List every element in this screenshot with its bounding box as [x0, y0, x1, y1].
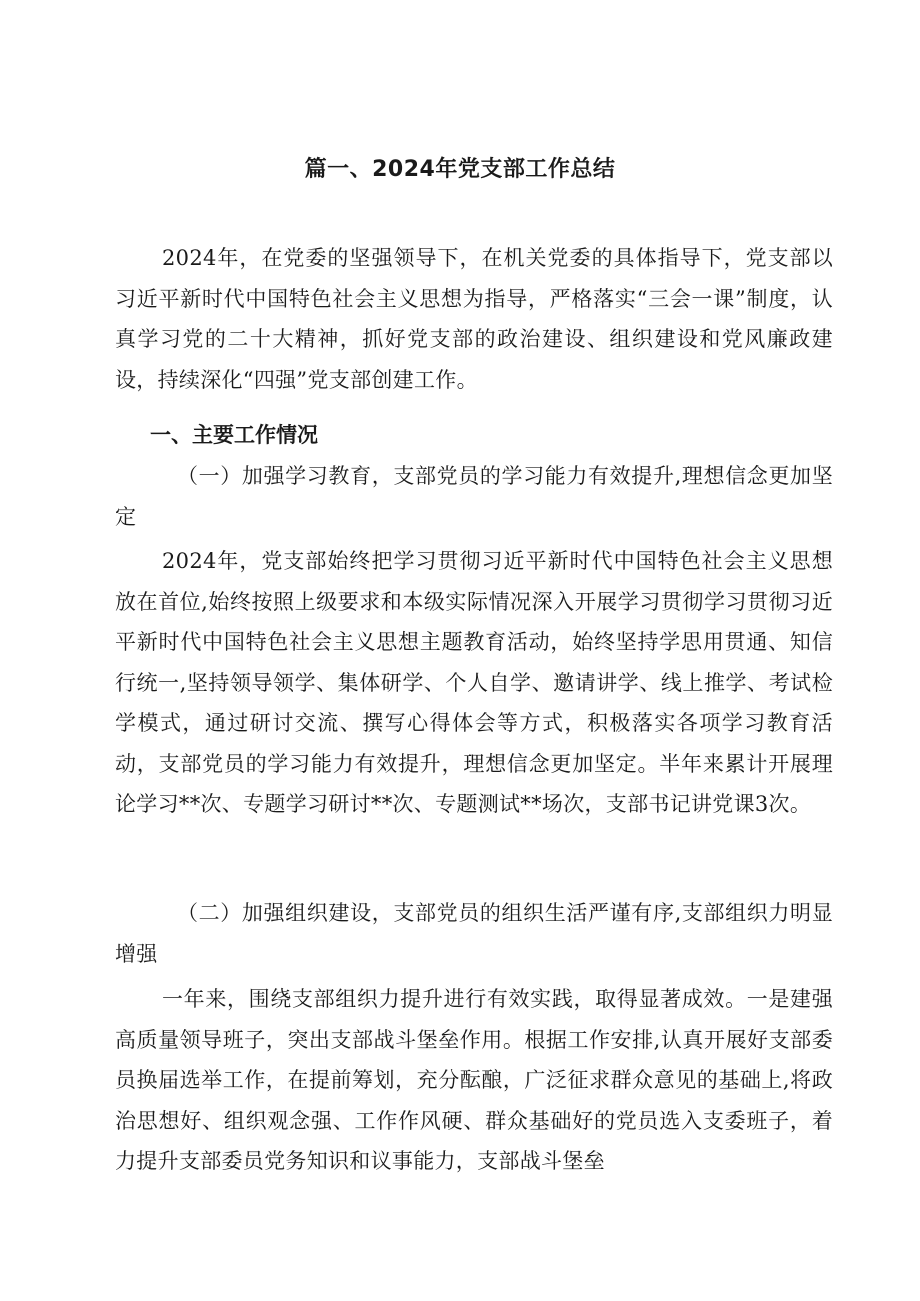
intro-paragraph: 2024年，在党委的坚强领导下，在机关党委的具体指导下，党支部以习近平新时代中国特色社会主义思想为指导，严格落实“三会一课”制度，认真学习党的二十大精神，抓好党支部的政治建设、组织建设和党风廉政建设，持续深化“四强”党支部创建工作。: [115, 246, 833, 392]
document-title: 篇一、2024年党支部工作总结: [304, 157, 616, 182]
section-heading: 一、主要工作情况: [150, 423, 318, 447]
subsection-1-body: 2024年，党支部始终把学习贯彻习近平新时代中国特色社会主义思想放在首位,始终按照上级要求和本级实际情况深入开展学习贯彻学习贯彻习近平新时代中国特色社会主义思想主题教育活动，始终坚持学思用贯通、知信行统一,坚持领导领学、集体研学、个人自学、邀请讲学、线上推学、考试检学模式，通过研讨交流、撰写心得体会等方式，积极落实各项学习教育活动，支部党员的学习能力有效提升，理想信念更加坚定。半年来累计开展理论学习**次、专题学习研讨**次、专题测试**场次，支部书记讲党课3次。: [115, 549, 833, 816]
subsection-2-body: 一年来，围绕支部组织力提升进行有效实践，取得显著成效。一是建强高质量领导班子，突出支部战斗堡垒作用。根据工作安排,认真开展好支部委员换届选举工作，在提前筹划，充分酝酿，广泛征求群众意见的基础上,将政治思想好、组织观念强、工作作风硬、群众基础好的党员选入支委班子，着力提升支部委员党务知识和议事能力，支部战斗堡垒: [115, 987, 833, 1173]
subsection-2-title: （二）加强组织建设，支部党员的组织生活严谨有序,支部组织力明显增强: [115, 901, 833, 966]
subsection-1-title: （一）加强学习教育，支部党员的学习能力有效提升,理想信念更加坚定: [115, 464, 833, 529]
